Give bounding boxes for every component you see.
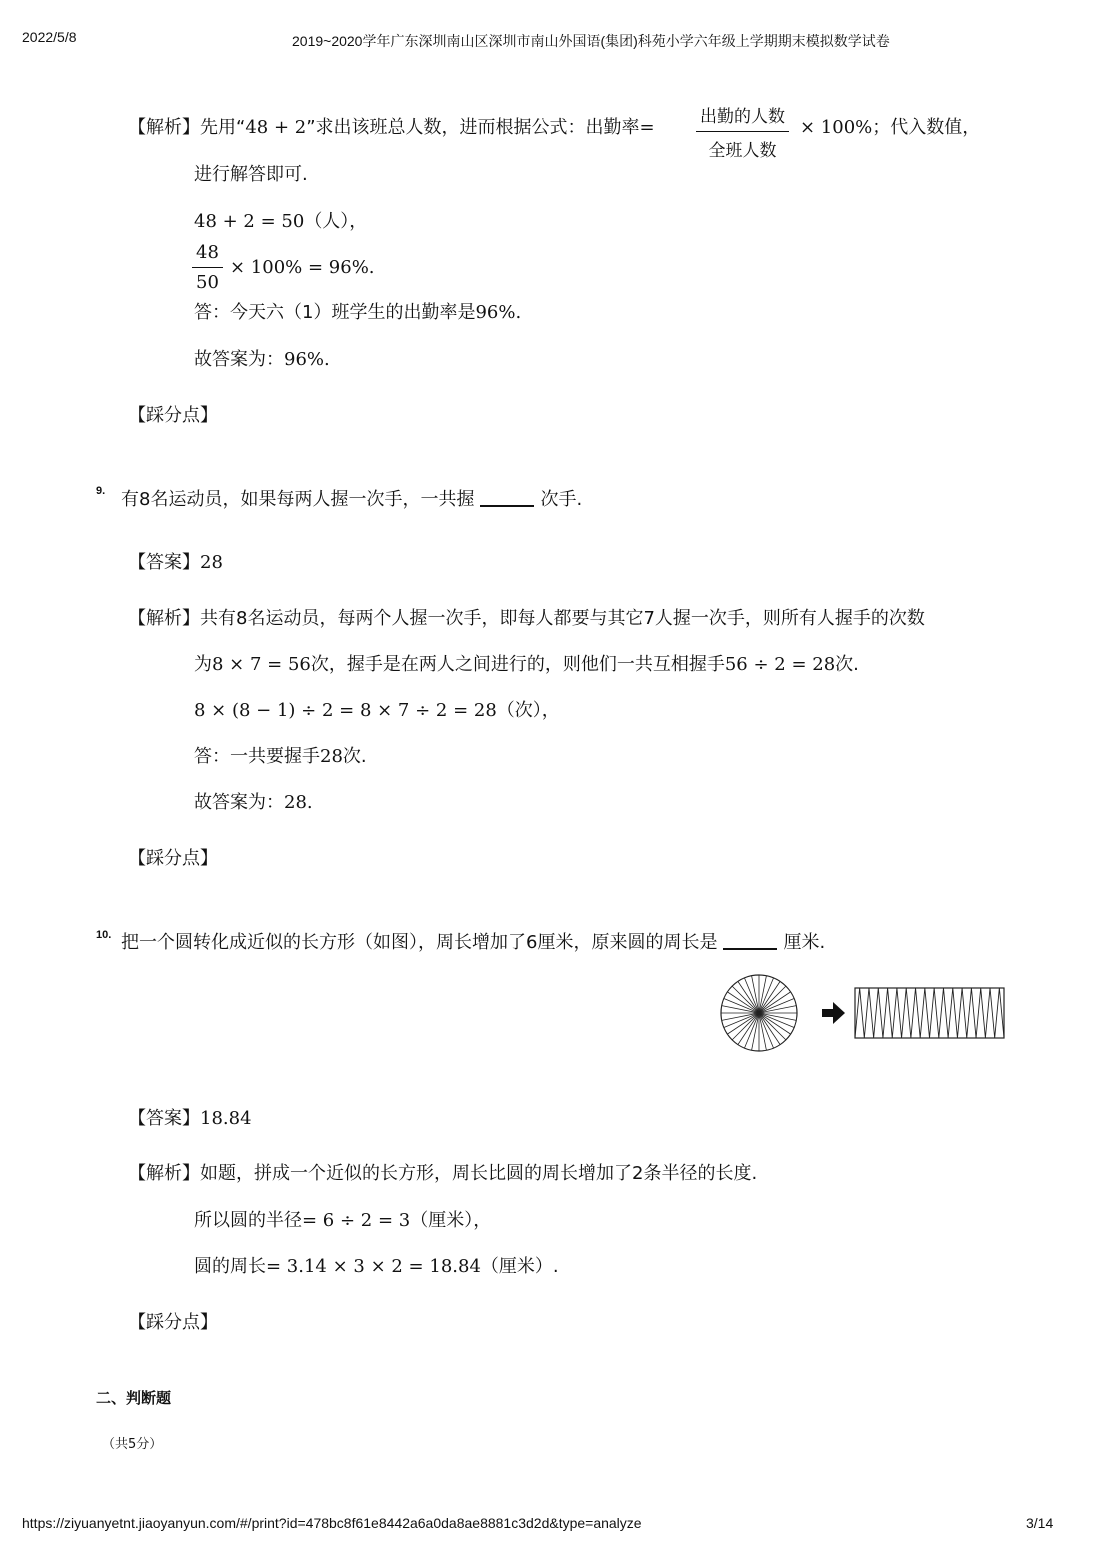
right-arrow-icon <box>822 1002 845 1024</box>
q9-line5-text: 故答案为： <box>194 792 284 813</box>
q10-line2-unit: （厘米）， <box>410 1210 492 1231</box>
q10-line2-text: 所以圆的半径 <box>194 1210 302 1231</box>
q9-answer <box>128 551 223 575</box>
q9-answer-blank <box>480 505 534 507</box>
q9-analysis-line3 <box>194 699 560 723</box>
q10-line3-text: 圆的周长 <box>194 1256 266 1277</box>
q10-answer-blank <box>723 948 777 950</box>
q8-line3-unit: （人）， <box>304 211 368 232</box>
q9-line2-b: 次，握手是在两人之间进行的，则他们一共互相握手 <box>310 654 725 675</box>
q8-formula-tail-line <box>800 116 980 140</box>
q8-line5-text: 答：今天六（1）班学生的出勤率是 <box>194 302 476 323</box>
q9-line5-val: 28. <box>284 792 313 813</box>
q9-line2-a: 为 <box>194 654 212 675</box>
q8-analysis-line2: 进行解答即可. <box>194 164 308 185</box>
q8-analysis-line1 <box>128 116 655 140</box>
q8-line4-tail: × 100% = 96%. <box>230 257 375 278</box>
q8-fraction <box>192 242 223 293</box>
q9-line3-expr: 8 × (8 − 1) ÷ 2 = 8 × 7 ÷ 2 = 28 <box>194 700 497 721</box>
q8-fraction-numerator: 48 <box>196 242 219 263</box>
q9-line4-text: 答：一共要握手 <box>194 746 320 767</box>
q8-analysis-tag: 【解析】 <box>128 117 200 138</box>
q8-points-tag: 【踩分点】 <box>128 405 218 426</box>
q10-line3-expr: = 3.14 × 3 × 2 = 18.84 <box>266 1256 481 1277</box>
q10-answer-tag: 【答案】 <box>128 1108 200 1129</box>
q10-analysis-line1 <box>128 1162 757 1186</box>
q9-question-b: 次手. <box>540 489 583 510</box>
page-url: https://ziyuanyetnt.jiaoyanyun.com/#/print?id=478bc8f61e8442a6a0da8ae8881c3d2d&type=analyze <box>22 1515 642 1531</box>
q10-question-a: 把一个圆转化成近似的长方形（如图），周长增加了6厘米，原来圆的周长是 <box>121 932 718 953</box>
q10-points-tag: 【踩分点】 <box>128 1312 218 1333</box>
q9-answer-val: 28 <box>200 552 223 573</box>
q9-line4-val: 28 <box>320 746 343 767</box>
q10-answer <box>128 1107 252 1131</box>
q8-analysis-line4 <box>230 256 375 280</box>
circle-sectors <box>721 975 797 1051</box>
q8-line3-expr: 48 + 2 = 50 <box>194 211 305 232</box>
q8-attendance-formula <box>696 102 789 161</box>
print-date: 2022/5/8 <box>22 29 77 45</box>
q9-answer-tag: 【答案】 <box>128 552 200 573</box>
q8-analysis-line5 <box>194 301 521 325</box>
q9-analysis-line4 <box>194 745 367 769</box>
q10-analysis-line3 <box>194 1255 559 1279</box>
q9-line2-expr: 8 × 7 = 56 <box>212 654 311 675</box>
q8-analysis-line6 <box>194 348 330 372</box>
q9-line2-expr2: 56 ÷ 2 = 28 <box>724 654 836 675</box>
q8-analysis-intro-a: 先用“ <box>200 117 246 138</box>
q8-line6-val: 96%. <box>284 349 330 370</box>
q8-analysis-line3 <box>194 210 367 234</box>
q8-line5-val: 96%. <box>475 302 522 323</box>
q8-formula-tail: × 100% <box>800 117 873 138</box>
q9-number: 9. <box>96 485 106 497</box>
q9-question-a: 有8名运动员，如果每两人握一次手，一共握 <box>121 489 475 510</box>
document-title: 2019~2020学年广东深圳南山区深圳市南山外国语(集团)科苑小学六年级上学期期末模拟数学试卷 <box>292 33 890 49</box>
circle-to-rectangle-figure <box>714 968 1014 1060</box>
q8-formula-numerator: 出勤的人数 <box>700 107 785 127</box>
section-title: 二、判断题 <box>96 1389 172 1407</box>
q10-analysis-line2 <box>194 1209 491 1233</box>
q9-points-tag: 【踩分点】 <box>128 848 218 869</box>
q8-analysis-intro-b: ”求出该班总人数，进而根据公式：出勤率 <box>306 117 640 138</box>
q10-question-b: 厘米. <box>783 932 826 953</box>
circle-to-rectangle-diagram <box>714 968 1014 1060</box>
q9-line4-end: 次. <box>342 746 367 767</box>
q9-line2-c: 次. <box>835 654 859 675</box>
q8-analysis-intro-expr: 48 + 2 <box>245 117 307 138</box>
q9-analysis-tag: 【解析】 <box>128 608 200 629</box>
q10-question <box>121 931 825 955</box>
q8-fraction-denominator: 50 <box>192 267 223 293</box>
q9-line3-unit: （次）， <box>496 700 560 721</box>
q9-question <box>121 488 582 512</box>
q8-formula-denominator: 全班人数 <box>696 131 789 161</box>
q9-analysis-line5 <box>194 791 313 815</box>
q10-analysis-tag: 【解析】 <box>128 1163 200 1184</box>
q10-line2-expr: = 6 ÷ 2 = 3 <box>302 1210 411 1231</box>
q10-answer-val: 18.84 <box>200 1108 252 1129</box>
q8-line6-text: 故答案为： <box>194 349 284 370</box>
section-score: （共5分） <box>102 1437 163 1452</box>
page-number: 3/14 <box>1026 1515 1054 1531</box>
q10-analysis-line1-text: 如题，拼成一个近似的长方形，周长比圆的周长增加了2条半径的长度. <box>200 1163 758 1184</box>
q10-line3-unit: （厘米）. <box>480 1256 559 1277</box>
q8-analysis-intro-c: ；代入数值， <box>872 117 981 138</box>
q9-analysis-line2 <box>194 653 859 677</box>
q8-eq: = <box>639 117 655 138</box>
q9-analysis-line1 <box>128 607 925 631</box>
q9-analysis-line1-text: 共有8名运动员，每两个人握一次手，即每人都要与其它7人握一次手，则所有人握手的次数 <box>200 608 925 629</box>
q10-number: 10. <box>96 929 112 941</box>
